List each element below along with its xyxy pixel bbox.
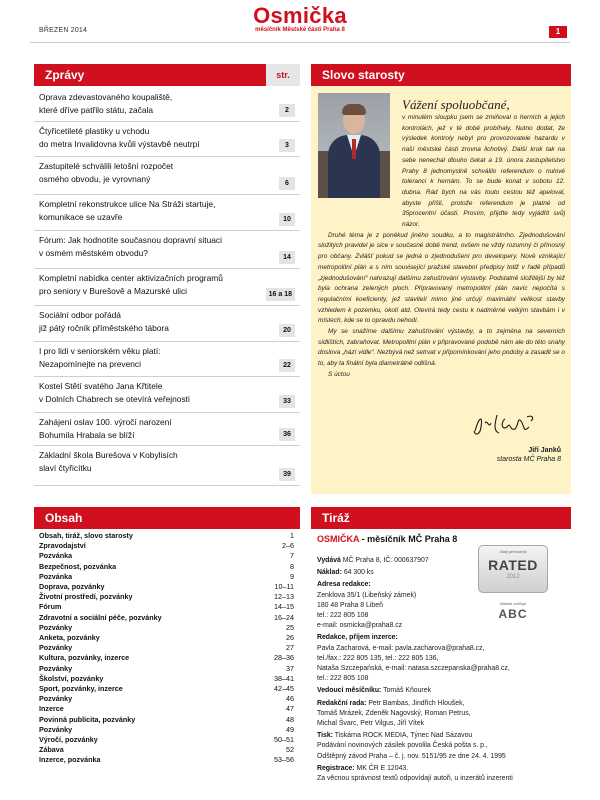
rated-award-badge [478,545,548,593]
contents-page: 53–56 [274,755,294,765]
news-item [34,306,300,342]
contents-label: Bezpečnost, pozvánka [39,561,117,571]
imprint-line-text: tel.: 222 805 108 [317,675,369,683]
news-headline [39,380,271,405]
letter-paragraph: v minulém sloupku jsem se zmiňoval o herních a jejich kontrolách, jež v té době probíhaly. Nutno dodat, že výsledek kontroly nebyl pro provozovatele hazardu v naší městské části zrovna lichotivý. Další krok tak na sebe nenechal dlouho čekat a 19. února zastupitelstvo Prahy 8 jednomyslně schválilo referendum o nulové toleranci k hernám. To se bude konat v sobotu 12. dubna. Rád bych na vás touto cestou též apeloval, abyste přišli, protože referendum je platné od 35procentní účasti. Prosím, přijďte tedy vyjádřit svůj názor. [402,114,565,229]
imprint-line-text: e-mail: osmicka@praha8.cz [317,622,403,630]
contents-page: 12–13 [274,592,294,602]
contents-row [34,725,300,735]
news-headline-line1: I pro lidi v seniorském věku platí: [39,346,161,356]
imprint-line [317,633,398,643]
contents-label: Zábava [39,745,64,755]
imprint-line-label: Redakční rada: [317,699,367,707]
contents-row [34,674,300,684]
imprint-line-label: Adresa redakce: [317,581,371,589]
slovo-heading-text: Slovo starosty [322,68,405,82]
contents-row [34,541,300,551]
masthead [0,0,600,50]
imprint-line-label: Vydává [317,557,341,564]
contents-label: Zpravodajství [39,541,86,551]
news-headline [39,272,271,297]
news-item [34,342,300,377]
imprint-line-text: tel./fax.: 222 805 135, tel.: 222 805 136, [317,654,439,662]
imprint-line [317,709,471,719]
news-headline-line1: Zahájení oslav 100. výročí narození [39,417,172,427]
news-item [34,195,300,231]
imprint-line [317,568,374,578]
news-page-number: 36 [279,428,295,441]
news-item [34,377,300,413]
contents-label: Pozvánky [39,622,73,632]
contents-row [34,572,300,582]
news-headline-line1: Kompletní rekonstrukce ulice Na Stráži startuje, [39,199,216,209]
contents-label: Pozvánky [39,663,73,673]
magazine-title: Osmička [253,3,347,28]
imprint-line-text: Podávání novinových zásilek povolila Česká pošta s. p., [317,742,488,750]
obsah-heading [34,507,300,529]
contents-row [34,551,300,561]
contents-label: Zdravotní a sociální péče, pozvánky [39,612,162,622]
news-headline-line1: Čtyřicetileté plastiky u vchodu [39,126,150,136]
news-item [34,231,300,269]
contents-label: Obsah, tiráž, slovo starosty [39,531,133,540]
mayor-signature-block [471,447,561,463]
imprint-line [317,601,383,611]
contents-row [34,562,300,572]
news-headline-line2: Bohumila Hrabala se blíží [39,429,135,440]
contents-row [34,715,300,725]
imprint-line-text: 64 300 ks [341,569,374,577]
imprint-line [317,764,408,774]
slovo-heading [311,64,571,86]
letter-paragraph: My se snažíme dalšímu zahušťování výstavby, a to zejména na severních sídlištích, zabraňovat. Metropolitní plán v připravované podobě nám ale do této snahy doslova „hází vidle“. Nezbývá než setrvat v připomínkování jeho podoby a zasadit se o to, aby ta finální byla diametrálně odlišná. [318,328,565,368]
news-headline-line2: komunikace se uzavře [39,211,123,222]
news-headline-line1: Sociální odbor pořádá [39,310,121,320]
contents-page: 48 [286,714,294,724]
news-headline [39,125,271,150]
news-page-number: 22 [279,359,295,372]
contents-page: 28–36 [274,653,294,663]
news-item [34,413,300,446]
contents-row [34,735,300,745]
contents-page: 27 [286,643,294,653]
letter-paragraph: Druhé téma je z poněkud jiného soudku, a to magistrátního. Zjednodušování složitých pravidel je sice v současné době trend, ovšem ne vždy rozumný či přínosný pro občany. Zvlášť pokud se jedná o zjednodušení pro developery. Nově vznikající metropolitní plán a s ním související pražské stavební předpisy totiž v řadě případů „zjednodušování“ nahrazují dalšímu zahušťování výstavby. Podstatně složitější by též byla ochrana zelených ploch. Připravovaný metropolitní plán navíc nepočítá s regulačními koeficienty, jež stavitelí mimo jiné určují maximální velikost stavby vzhledem k pozemku, okolí atd. Otevírá tedy cestu k nadměrné velkým stavbám i v místech, kde se to opravdu nehodí. [318,231,565,325]
mayor-column [311,86,571,494]
imprint-line-text: Nataša Szczepańská, e-mail: natasa.szczepanska@praha8.cz, [317,665,510,672]
news-page-number: 20 [279,324,295,337]
imprint-line [317,664,510,674]
imprint-line [317,674,368,684]
news-page-number: 6 [279,177,295,190]
news-page-number: 16 a 18 [266,288,295,301]
news-headline-line1: Zastupitelé schválili letošní rozpočet [39,161,174,171]
contents-page: 50–51 [274,735,294,744]
news-headline-line2: které dříve patřilo státu, začala [39,104,154,115]
news-headline-line1: Fórum: Jak hodnotíte současnou dopravní situaci [39,235,222,245]
imprint-line [317,644,484,654]
news-headline [39,91,271,116]
contents-page: 52 [286,745,294,755]
imprint-line [317,621,402,631]
imprint-line-label: Náklad: [317,569,342,577]
news-headline-line2: osmého obvodu, je vyrovnaný [39,173,151,184]
contents-row [34,643,300,653]
imprint-line [317,741,488,751]
contents-page: 9 [290,571,294,581]
contents-row [34,623,300,633]
tiraz-heading-text: Tiráž [322,511,350,525]
news-headline [39,198,271,223]
mayor-letter [318,113,565,381]
contents-row [34,582,300,592]
imprint-line-text: tel.: 222 805 108 [317,612,369,619]
imprint-line-label: Registrace: [317,764,355,772]
imprint-title-rest: - měsíčník MČ Praha 8 [359,534,458,544]
contents-page: 49 [286,724,294,734]
news-headline-line1: Základní škola Burešova v Kobylisích [39,450,178,460]
news-headline-line1: Kostel Stětí svatého Jana Křtitele [39,381,163,391]
contents-page: 14–15 [274,602,294,612]
imprint-line [317,556,429,566]
contents-label: Inzerce [39,704,64,714]
imprint-line-text: Zenklova 35/1 (Libeňský zámek) [317,591,417,599]
imprint-line-text: Tomáš Kňourek [381,687,432,695]
contents-row [34,602,300,612]
contents-label: Doprava, pozvánky [39,582,105,591]
contents-row [34,704,300,714]
page-number: 1 [549,26,567,38]
mayor-greeting: Vážení spoluobčané, [402,97,510,112]
imprint-line [317,719,424,729]
imprint-line-text: Tiskárna ROCK MEDIA, Týnec Nad Sázavou [332,732,473,740]
abc-audit-logo [478,601,548,627]
news-headline-line2: v osmém městském obvodu? [39,247,148,258]
signer-name: Jiří Janků [528,447,561,454]
imprint-line-label: Redakce, příjem inzerce: [317,634,398,642]
signature-image [471,409,561,439]
badge-top-text: Zlatý převodník [499,549,527,554]
news-item [34,157,300,195]
imprint-line [317,580,371,590]
contents-page: 37 [286,663,294,673]
contents-label: Inzerce, pozvánka [39,755,101,765]
contents-row [34,745,300,755]
news-headline [39,234,271,259]
news-page-number: 10 [279,213,295,226]
imprint-line-text: Pavla Zacharová, e-mail: pavla.zacharova@praha8.cz, [317,644,485,652]
brand [0,4,600,33]
contents-label: Pozvánka [39,571,73,581]
news-page-number: 2 [279,104,295,117]
abc-logo-text: ABC [498,607,528,621]
news-headline [39,309,271,334]
badge-main-text: RATED [488,557,538,573]
news-headline [39,345,271,370]
contents-label: Pozvánky [39,724,73,734]
contents-label: Životní prostředí, pozvánky [39,592,133,602]
zpravy-heading-text: Zprávy [45,68,85,82]
badge-year: 2012 [506,574,520,580]
contents-page: 46 [286,694,294,704]
contents-label: Pozvánky [39,643,73,653]
news-headline [39,160,271,185]
news-item [34,269,300,306]
imprint-title [317,534,457,544]
imprint-line [317,591,416,601]
issue-date: BŘEZEN 2014 [39,27,88,34]
news-page-number: 39 [279,468,295,481]
contents-page: 26 [286,633,294,642]
imprint-line [317,752,506,762]
news-item [34,122,300,157]
magazine-subtitle: měsíčník Městské části Praha 8 [255,27,345,33]
contents-page: 16–24 [274,612,294,622]
news-headline [39,449,271,474]
imprint-line-text: Za věcnou správnost textů odpovídají autoři, u inzerátů inzerenti [317,775,513,782]
signer-role: starosta MČ Praha 8 [496,456,561,463]
imprint-brand: OSMIČKA [317,534,360,544]
news-page-number: 3 [279,139,295,152]
contents-label: Povinná publicita, pozvánky [39,714,136,724]
contents-page: 7 [290,551,294,561]
news-item [34,446,300,486]
contents-label: Anketa, pozvánky [39,633,100,642]
zpravy-heading [34,64,300,86]
contents-page: 10–11 [274,582,294,591]
imprint-line [317,686,431,696]
page-column-label: str. [266,64,300,86]
imprint-line [317,611,368,621]
imprint-line [317,699,464,709]
contents-label: Školství, pozvánky [39,673,104,683]
contents-page: 2–6 [282,541,294,551]
contents-page: 47 [286,704,294,714]
contents-label: Fórum [39,602,62,612]
contents-label: Pozvánka [39,551,73,561]
news-headline-line2: do metra Invalidovna kvůli výstavbě neutrpí [39,138,200,149]
imprint-line-text: Michal Švarc, Petr Vilgus, Jiří Vítek [317,720,425,727]
news-page-number: 33 [279,395,295,408]
abc-top-text: Náklad ověřuje [499,601,527,606]
imprint-line-text: Tomáš Mrázek, Zdeněk Nagovský, Roman Petrus, [317,709,471,717]
imprint-line [317,654,438,664]
imprint-line [317,774,513,784]
news-headline [39,416,271,441]
contents-page: 38–41 [274,673,294,683]
contents-row [34,664,300,674]
news-headline-line2: pro seniory v Burešově a Mazurské ulici [39,285,188,296]
contents-label: Výročí, pozvánky [39,735,98,744]
imprint-line-label: Tisk: [317,732,333,740]
contents-row [34,592,300,602]
imprint-line-text: MK ČR E 12043. [354,764,409,772]
contents-page: 25 [286,622,294,632]
news-headline-line2: již pátý ročník příměstského tábora [39,322,169,333]
imprint-line-label: Vedoucí měsíčníku: [317,687,382,695]
contents-row [34,613,300,623]
imprint-line [317,731,472,741]
contents-row [34,633,300,643]
news-headline-line2: Nezapomínejte na prevenci [39,358,141,369]
news-headline-line2: slaví čtyřicítku [39,462,92,473]
contents-page: 8 [290,561,294,571]
contents-label: Pozvánky [39,694,73,704]
contents-row [34,755,300,765]
imprint-line-text: Petr Bambas, Jindřich Hloušek, [366,699,465,707]
contents-label: Sport, pozvánky, inzerce [39,684,123,693]
letter-paragraph: S úctou [328,370,350,378]
news-headline-line1: Kompletní nabídka center aktivizačních programů [39,273,223,283]
obsah-heading-text: Obsah [45,511,83,525]
contents-row [34,694,300,704]
imprint-line-text: Odštěpný závod Praha – č. j. nov. 5151/95 ze dne 24. 4. 1995 [317,752,506,760]
news-page-number: 14 [279,251,295,264]
tiraz-heading [311,507,571,529]
contents-label: Kultura, pozvánky, inzerce [39,653,130,663]
contents-row [34,684,300,694]
news-item [34,88,300,122]
imprint-line-text: 180 48 Praha 8 Libeň [317,601,383,609]
contents-page: 1 [290,531,294,540]
news-headline-line1: Oprava zdevastovaného koupaliště, [39,92,173,102]
imprint-line-text: MČ Praha 8, IČ: 000637907 [340,557,429,564]
contents-page: 42–45 [274,684,294,693]
contents-row [34,531,300,541]
masthead-divider [30,42,570,43]
news-headline-line2: v Dolních Chabrech se otevírá veřejnosti [39,393,190,404]
contents-row [34,653,300,663]
